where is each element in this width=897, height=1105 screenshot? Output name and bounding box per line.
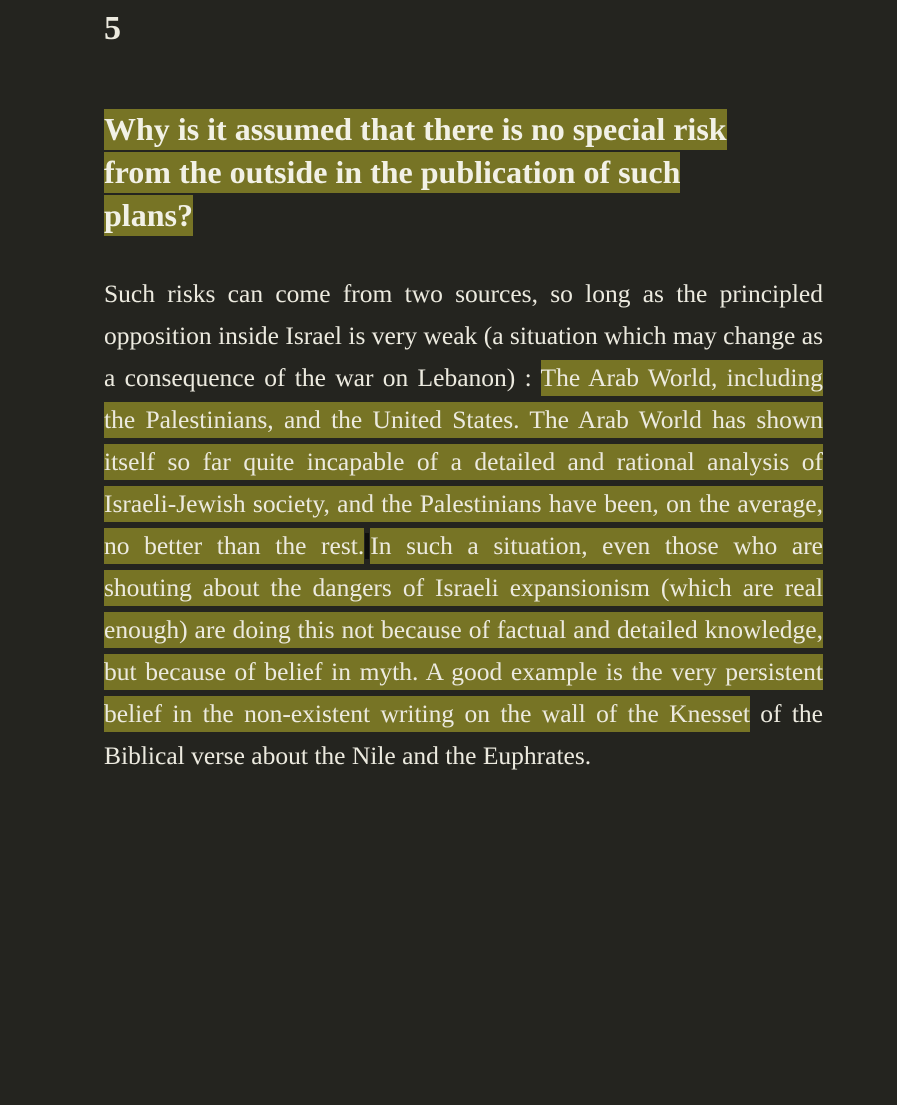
body-paragraph — [104, 237, 823, 777]
page-number: 5 — [104, 10, 122, 47]
section-heading-highlight: Why is it assumed that there is no special risk from the outside in the publication of such plans? — [104, 109, 727, 236]
page-bottom-mask — [0, 905, 897, 1105]
paragraph-segment-plain-1: Such risks can come from two sources, so long as the principled opposition inside Israel is very weak (a situation which may change as a consequence of the war on Lebanon) : — [104, 279, 823, 392]
paragraph-segment-plain-2: of the Biblical verse about the Nile and the Euphrates. — [104, 699, 823, 770]
paragraph-segment-highlight-1: The Arab World, including the Palestinians, and the United States. The Arab World has shown itself so far quite incapable of a detailed and rational analysis of Israeli-Jewish society, and the Palestinians have been, on the average, no better than the rest. — [104, 360, 823, 564]
paragraph-segment-highlight-2: In such a situation, even those who are shouting about the dangers of Israeli expansionism (which are real enough) are doing this not because of factual and detailed knowledge, but because of belief in myth. A good example is the very persistent belief in the non-existent writing on the wall of the Knesset — [104, 528, 823, 732]
section-heading — [104, 46, 749, 237]
text-caret — [365, 533, 369, 559]
